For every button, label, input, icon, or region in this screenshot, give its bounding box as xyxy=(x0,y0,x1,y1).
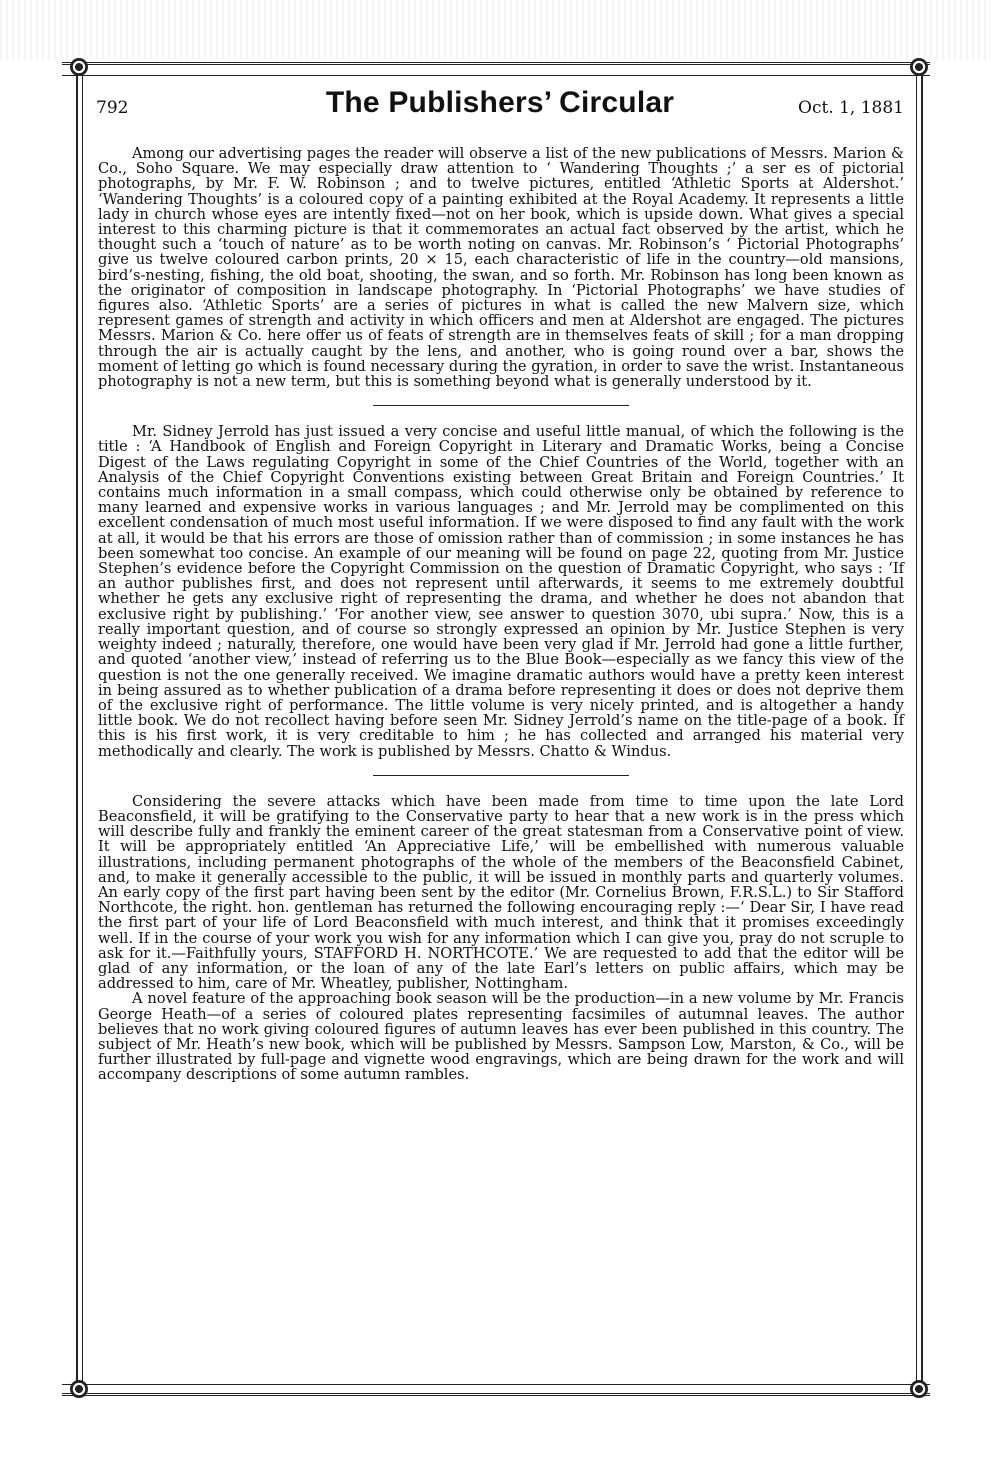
page-border-right xyxy=(916,70,923,1390)
page-border-top xyxy=(62,62,930,76)
article-jerrold-copyright xyxy=(98,424,904,758)
page-border-bottom xyxy=(62,1384,930,1396)
page-header xyxy=(96,86,904,126)
article-marion-photographs xyxy=(98,146,904,389)
article-beaconsfield-life xyxy=(98,794,904,1083)
journal-title: The Publishers’ Circular xyxy=(325,86,675,119)
paragraph: A novel feature of the approaching book season will be the production—in a new volume by Mr. Francis George Heath—of a series of coloured plates representing facsimiles of autumnal leaves. The author believes that no work giving coloured figures of autumn leaves has ever been published in this country. The subject of Mr. Heath’s new book, which will be published by Messrs. Sampson Low, Marston, & Co., will be further illustrated by full-page and vignette wood engravings, which are being drawn for the work and will accompany descriptions of some autumn rambles. xyxy=(98,990,904,1084)
corner-ornament-icon xyxy=(70,58,88,76)
article-body xyxy=(98,146,904,1083)
paragraph: Among our advertising pages the reader will observe a list of the new publications of Messrs. Marion & Co., Soho Square. We may especially draw attention to ‘ Wandering Thoughts ;’ a ser es of pictorial photographs, by Mr. F. W. Robinson ; and to twelve pictures, entitled ‘Athletic Sports at Aldershot.’ ‘Wandering Thoughts’ is a coloured copy of a painting exhibited at the Royal Academy. It represents a little lady in church whose eyes are intently fixed—not on her book, which is upside down. What gives a special interest to this charming picture is that it commemorates an actual fact observed by the artist, which he thought such a ‘touch of nature’ as to be worth noting on canvas. Mr. Robinson’s ‘ Pictorial Photographs’ give us twelve coloured carbon prints, 20 × 15, each characteristic of life in the country—old mansions, bird’s-nesting, fishing, the old boat, shooting, the swan, and so forth. Mr. Robinson has long been known as the originator of composition in landscape photography. In ‘Pictorial Photographs’ we have studies of figures also. ‘Athletic Sports’ are a series of pictures in what is called the new Malvern size, which represent games of strength and activity in which officers and men at Aldershot are engaged. The pictures Messrs. Marion & Co. here offer us of feats of strength are in themselves feats of skill ; for a man dropping through the air is actually caught by the lens, and another, who is going round over a bar, shows the moment of letting go which is found necessary during the gyration, in order to save the wrist. Instantaneous photography is not a new term, but this is something beyond what is generally understood by it. xyxy=(98,145,904,391)
corner-ornament-icon xyxy=(910,1380,928,1398)
paragraph: Mr. Sidney Jerrold has just issued a very concise and useful little manual, of which the following is the title : ‘A Handbook of English and Foreign Copyright in Literary and Dramatic Works, being a Concise Digest of the Laws regulating Copyright in some of the Chief Countries of the World, together with an Analysis of the Chief Copyright Conventions existing between Great Britain and Foreign Countries.’ It contains much information in a small compass, which could otherwise only be obtained by reference to many learned and expensive works in various languages ; and Mr. Jerrold may be complimented on this excellent condensation of much most useful information. If we were disposed to find any fault with the work at all, it would be that his errors are those of omission rather than of commission ; in some instances he has been somewhat too concise. An example of our meaning will be found on page 22, quoting from Mr. Justice Stephen’s evidence before the Copyright Commission on the question of Dramatic Copyright, who says : ‘If an author publishes first, and does not represent until afterwards, it seems to me extremely doubtful whether he gets any exclusive right of representing the drama, and whether he does not abandon that exclusive right by publishing.’ ‘For another view, see answer to question 3070, ubi supra.’ Now, this is a really important question, and of course so strongly expressed an opinion by Mr. Justice Stephen is very weighty indeed ; naturally, therefore, one would have been very glad if Mr. Jerrold had gone a little further, and quoted ‘another view,’ instead of referring us to the Blue Book—especially as we fancy this view of the question is not the one generally received. We imagine dramatic authors would have a pretty keen interest in being assured as to whether publication of a drama before representing it does or does not deprive them of the exclusive right of performance. The little volume is very nicely printed, and is altogether a handy little book. We do not recollect having before seen Mr. Sidney Jerrold’s name on the title-page of a book. If this is his first work, it is very creditable to him ; he has collected and arranged his material very methodically and clearly. The work is published by Messrs. Chatto & Windus. xyxy=(98,423,904,760)
page-number: 792 xyxy=(96,98,129,118)
section-divider xyxy=(373,775,629,776)
paragraph: Considering the severe attacks which have been made from time to time upon the late Lord Beaconsfield, it will be gratifying to the Conservative party to hear that a new work is in the press which will describe fully and frankly the eminent career of the great statesman from a Conservative point of view. It will be appropriately entitled ‘An Appreciative Life,’ will be embellished with numerous valuable illustrations, including permanent photographs of the whole of the members of the Beaconsfield Cabinet, and, to make it generally accessible to the public, it will be issued in monthly parts and quarterly volumes. An early copy of the first part having been sent by the editor (Mr. Cornelius Brown, F.R.S.L.) to Sir Stafford Northcote, the right. hon. gentleman has returned the following encouraging reply :—‘ Dear Sir, I have read the first part of your life of Lord Beaconsfield with much interest, and think that it promises exceedingly well. If in the course of your work you wish for any information which I can give you, pray do not scruple to ask for it.—Faithfully yours, STAFFORD H. NORTHCOTE.’ We are requested to add that the editor will be glad of any information, or the loan of any of the late Earl’s letters on public affairs, which may be addressed to him, care of Mr. Wheatley, publisher, Nottingham. xyxy=(98,792,904,993)
corner-ornament-icon xyxy=(70,1380,88,1398)
issue-date: Oct. 1, 1881 xyxy=(798,98,904,118)
scan-noise xyxy=(0,0,991,60)
corner-ornament-icon xyxy=(910,58,928,76)
section-divider xyxy=(373,405,629,406)
page-border-left xyxy=(76,70,83,1390)
